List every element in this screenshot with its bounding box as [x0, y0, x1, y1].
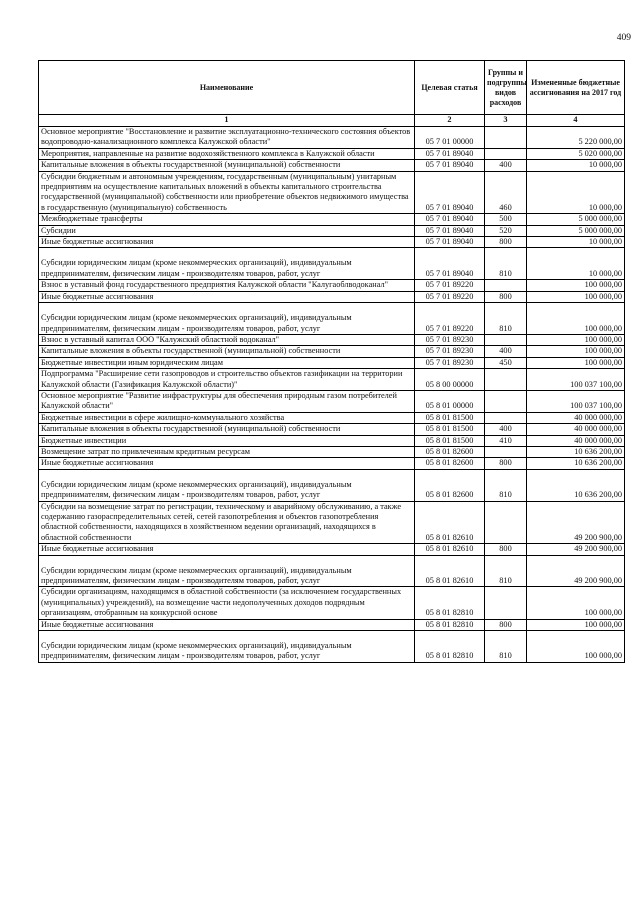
row-group: 810 — [485, 248, 527, 280]
row-amount: 100 037 100,00 — [527, 390, 625, 412]
row-name: Субсидии — [39, 225, 415, 236]
row-group: 400 — [485, 160, 527, 171]
row-group: 800 — [485, 237, 527, 248]
table-row — [39, 619, 625, 630]
row-amount: 49 200 900,00 — [527, 501, 625, 544]
row-name: Межбюджетные трансферты — [39, 214, 415, 225]
page-number: 409 — [616, 33, 631, 43]
row-amount: 10 636 200,00 — [527, 469, 625, 501]
row-code: 05 7 01 89220 — [415, 291, 485, 302]
row-amount: 100 000,00 — [527, 303, 625, 335]
table-row — [39, 237, 625, 248]
table-row — [39, 555, 625, 587]
row-group: 400 — [485, 346, 527, 357]
row-code: 05 8 01 82600 — [415, 469, 485, 501]
row-code: 05 8 01 82610 — [415, 501, 485, 544]
table-row — [39, 303, 625, 335]
row-amount: 5 220 000,00 — [527, 127, 625, 149]
row-group: 800 — [485, 544, 527, 555]
header-group: Группы и подгруппы видов расходов — [485, 61, 527, 115]
row-amount: 40 000 000,00 — [527, 435, 625, 446]
row-name: Основное мероприятие "Восстановление и развитие эксплуатационно-технического состояния объектов водопроводно-канализационного комплекса Калужской области" — [39, 127, 415, 149]
row-amount: 100 000,00 — [527, 357, 625, 368]
row-amount: 10 636 200,00 — [527, 458, 625, 469]
budget-table — [38, 60, 625, 663]
table-row — [39, 446, 625, 457]
row-group: 500 — [485, 214, 527, 225]
table-row — [39, 435, 625, 446]
row-amount: 100 000,00 — [527, 631, 625, 663]
row-group: 810 — [485, 555, 527, 587]
row-amount: 5 000 000,00 — [527, 214, 625, 225]
row-code: 05 7 01 89220 — [415, 303, 485, 335]
row-name: Иные бюджетные ассигнования — [39, 619, 415, 630]
row-name: Иные бюджетные ассигнования — [39, 237, 415, 248]
row-group: 400 — [485, 424, 527, 435]
row-group — [485, 446, 527, 457]
table-row — [39, 357, 625, 368]
row-name: Иные бюджетные ассигнования — [39, 458, 415, 469]
row-name: Субсидии юридическим лицам (кроме некоммерческих организаций), индивидуальным предпринимателям, физическим лицам - производителям товаров, работ, услуг — [39, 248, 415, 280]
row-code: 05 8 01 82610 — [415, 555, 485, 587]
row-group: 810 — [485, 631, 527, 663]
row-name: Иные бюджетные ассигнования — [39, 291, 415, 302]
header-amount: Измененные бюджетные ассигнования на 2017 год — [527, 61, 625, 115]
column-number: 1 — [39, 115, 415, 127]
row-amount: 49 200 900,00 — [527, 555, 625, 587]
table-row — [39, 160, 625, 171]
row-code: 05 8 01 82810 — [415, 619, 485, 630]
table-row — [39, 501, 625, 544]
row-amount: 10 000,00 — [527, 160, 625, 171]
row-code: 05 7 01 89230 — [415, 334, 485, 345]
column-number: 4 — [527, 115, 625, 127]
table-row — [39, 424, 625, 435]
table-row — [39, 214, 625, 225]
row-name: Субсидии юридическим лицам (кроме некоммерческих организаций), индивидуальным предпринимателям, физическим лицам - производителям товаров, работ, услуг — [39, 555, 415, 587]
row-code: 05 7 01 89230 — [415, 357, 485, 368]
row-code: 05 8 01 00000 — [415, 390, 485, 412]
row-amount: 49 200 900,00 — [527, 544, 625, 555]
row-name: Мероприятия, направленные на развитие водохозяйственного комплекса в Калужской области — [39, 148, 415, 159]
row-name: Капитальные вложения в объекты государственной (муниципальной) собственности — [39, 346, 415, 357]
row-group: 520 — [485, 225, 527, 236]
row-code: 05 8 01 82610 — [415, 544, 485, 555]
row-amount: 100 000,00 — [527, 619, 625, 630]
row-code: 05 8 01 81500 — [415, 412, 485, 423]
row-group — [485, 369, 527, 391]
row-amount: 10 000,00 — [527, 171, 625, 214]
row-name: Субсидии организациям, находящимся в областной собственности (за исключением государственных (муниципальных) учреждений), на возмещение части недополученных доходов подрядным организациям, отобранным на конкурсной основе — [39, 587, 415, 619]
table-row — [39, 369, 625, 391]
row-name: Бюджетные инвестиции в сфере жилищно-коммунального хозяйства — [39, 412, 415, 423]
row-code: 05 8 01 81500 — [415, 435, 485, 446]
row-group — [485, 501, 527, 544]
row-name: Субсидии бюджетным и автономным учреждениям, государственным (муниципальным) унитарным предприятиям на осуществление капитальных вложений в объекты капитального строительства государственной (муниципальной) собственности или приобретение объектов недвижимого имущества в государственную (муниципальную) собственность — [39, 171, 415, 214]
row-code: 05 7 01 89040 — [415, 148, 485, 159]
row-amount: 100 000,00 — [527, 346, 625, 357]
table-row — [39, 127, 625, 149]
column-numbers-row — [39, 115, 625, 127]
row-group — [485, 280, 527, 291]
row-amount: 10 636 200,00 — [527, 446, 625, 457]
row-group — [485, 390, 527, 412]
column-number: 3 — [485, 115, 527, 127]
header-target: Целевая статья — [415, 61, 485, 115]
header-name: Наименование — [39, 61, 415, 115]
row-name: Бюджетные инвестиции иным юридическим лицам — [39, 357, 415, 368]
row-code: 05 7 01 89040 — [415, 214, 485, 225]
row-amount: 10 000,00 — [527, 248, 625, 280]
table-row — [39, 346, 625, 357]
row-name: Иные бюджетные ассигнования — [39, 544, 415, 555]
row-code: 05 8 01 82810 — [415, 587, 485, 619]
row-group: 410 — [485, 435, 527, 446]
table-row — [39, 390, 625, 412]
row-group — [485, 412, 527, 423]
row-name: Капитальные вложения в объекты государственной (муниципальной) собственности — [39, 424, 415, 435]
row-amount: 100 000,00 — [527, 334, 625, 345]
row-group: 460 — [485, 171, 527, 214]
row-code: 05 7 01 89040 — [415, 237, 485, 248]
row-code: 05 8 01 82600 — [415, 446, 485, 457]
row-amount: 100 000,00 — [527, 587, 625, 619]
row-code: 05 7 01 89230 — [415, 346, 485, 357]
table-row — [39, 148, 625, 159]
row-name: Подпрограмма "Расширение сети газопроводов и строительство объектов газификации на территории Калужской области (Газификация Калужской области)" — [39, 369, 415, 391]
table-row — [39, 587, 625, 619]
table-row — [39, 544, 625, 555]
table-row — [39, 291, 625, 302]
table-row — [39, 171, 625, 214]
row-group — [485, 587, 527, 619]
row-name: Основное мероприятие "Развитие инфраструктуры для обеспечения природным газом потребителей Калужской области" — [39, 390, 415, 412]
row-amount: 40 000 000,00 — [527, 424, 625, 435]
row-group: 800 — [485, 458, 527, 469]
row-group: 800 — [485, 291, 527, 302]
row-amount: 10 000,00 — [527, 237, 625, 248]
table-row — [39, 248, 625, 280]
row-amount: 100 037 100,00 — [527, 369, 625, 391]
row-code: 05 7 01 89220 — [415, 280, 485, 291]
row-code: 05 8 01 82810 — [415, 631, 485, 663]
row-name: Капитальные вложения в объекты государственной (муниципальной) собственности — [39, 160, 415, 171]
row-code: 05 7 01 89040 — [415, 225, 485, 236]
table-row — [39, 469, 625, 501]
row-name: Субсидии на возмещение затрат по регистрации, техническому и аварийному обслуживанию, а также содержанию газораспределительных сетей, сетей газопотребления и объектов газопотребления областной собственности, находящихся в хозяйственном ведении организаций, находящихся в областной собственности — [39, 501, 415, 544]
row-amount: 5 020 000,00 — [527, 148, 625, 159]
header-row — [39, 61, 625, 115]
row-amount: 100 000,00 — [527, 291, 625, 302]
row-name: Бюджетные инвестиции — [39, 435, 415, 446]
row-code: 05 8 01 81500 — [415, 424, 485, 435]
row-name: Возмещение затрат по привлеченным кредитным ресурсам — [39, 446, 415, 457]
row-code: 05 7 01 00000 — [415, 127, 485, 149]
table-row — [39, 412, 625, 423]
row-group: 810 — [485, 469, 527, 501]
table-row — [39, 334, 625, 345]
row-group: 800 — [485, 619, 527, 630]
table-row — [39, 631, 625, 663]
row-group: 810 — [485, 303, 527, 335]
row-group — [485, 148, 527, 159]
table-row — [39, 458, 625, 469]
row-name: Субсидии юридическим лицам (кроме некоммерческих организаций), индивидуальным предпринимателям, физическим лицам - производителям товаров, работ, услуг — [39, 469, 415, 501]
row-code: 05 8 00 00000 — [415, 369, 485, 391]
row-name: Субсидии юридическим лицам (кроме некоммерческих организаций), индивидуальным предпринимателям, физическим лицам - производителям товаров, работ, услуг — [39, 303, 415, 335]
row-code: 05 7 01 89040 — [415, 160, 485, 171]
row-amount: 40 000 000,00 — [527, 412, 625, 423]
row-group: 450 — [485, 357, 527, 368]
row-amount: 100 000,00 — [527, 280, 625, 291]
table-row — [39, 225, 625, 236]
row-amount: 5 000 000,00 — [527, 225, 625, 236]
column-number: 2 — [415, 115, 485, 127]
row-name: Взнос в уставный капитал ООО "Калужский областной водоканал" — [39, 334, 415, 345]
row-group — [485, 127, 527, 149]
row-code: 05 8 01 82600 — [415, 458, 485, 469]
row-name: Субсидии юридическим лицам (кроме некоммерческих организаций), индивидуальным предпринимателям, физическим лицам - производителям товаров, работ, услуг — [39, 631, 415, 663]
row-code: 05 7 01 89040 — [415, 171, 485, 214]
table-row — [39, 280, 625, 291]
row-group — [485, 334, 527, 345]
row-code: 05 7 01 89040 — [415, 248, 485, 280]
row-name: Взнос в уставный фонд государственного предприятия Калужской области "Калугаоблводоканал" — [39, 280, 415, 291]
